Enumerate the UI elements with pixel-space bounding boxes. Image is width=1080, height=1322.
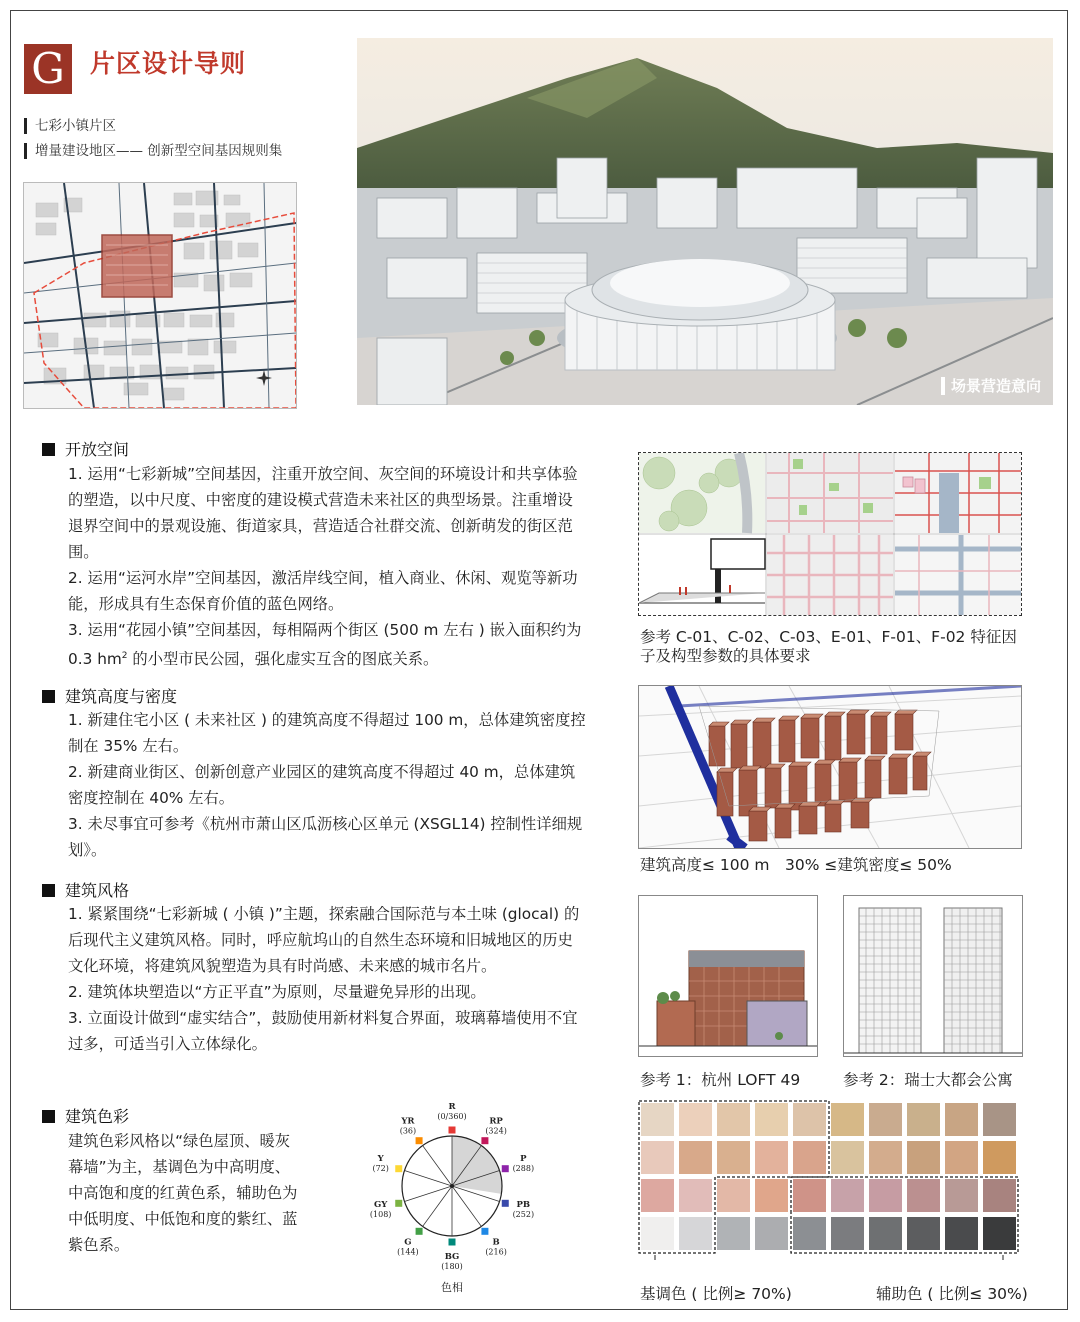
- massing-roof: [839, 758, 861, 762]
- color-swatch: [945, 1103, 978, 1136]
- massing-block: [775, 808, 791, 838]
- color-swatch: [717, 1141, 750, 1174]
- bullet-square-icon: [42, 443, 55, 456]
- paragraph: 2. 新建商业街区、创新创意产业园区的建筑高度不得超过 40 m，总体建筑密度控制在 40% 左右。: [68, 763, 576, 807]
- massing-roof: [847, 710, 869, 714]
- color-swatch: [679, 1179, 712, 1212]
- massing-roof: [739, 766, 761, 770]
- section-heading-style: [42, 878, 129, 901]
- color-swatch: [793, 1217, 826, 1250]
- paragraph: 1. 紧紧围绕“七彩新城 ( 小镇 )”主题，探索融合国际范与本土味 (glocal) 的后现代主义建筑风格。同时，呼应航坞山的自然生态环境和旧城地区的历史文化环境，将建筑风貌塑造为具有时尚感、未来感的城市名片。: [68, 905, 580, 975]
- massing-drawing: [639, 686, 1021, 848]
- massing-roof: [801, 714, 823, 718]
- massing-roof: [717, 768, 737, 772]
- massing-block: [801, 718, 819, 758]
- color-swatch: [793, 1179, 826, 1212]
- hue-label-name: B: [492, 1237, 500, 1248]
- massing-block: [895, 714, 913, 750]
- hue-label-name: G: [404, 1237, 412, 1248]
- open-space-text: [68, 461, 588, 672]
- hue-shaded-sector: [452, 1136, 502, 1194]
- factor-reference-caption: 参考 C-01、C-02、C-03、E-01、F-01、F-02 特征因子及构型参数的具体要求: [640, 628, 1017, 665]
- hue-spoke: [452, 1186, 481, 1226]
- paragraph: 1. 新建住宅小区 ( 未来社区 ) 的建筑高度不得超过 100 m，总体建筑密度控制在 35% 左右。: [68, 711, 586, 755]
- hero-illustration: [357, 38, 1053, 405]
- hue-wheel: [350, 1098, 560, 1298]
- paragraph-text: 的小型市民公园，强化虚实互含的图底关系。: [127, 650, 439, 669]
- hue-label-value: (144): [397, 1247, 419, 1257]
- paragraph: 1. 运用“七彩新城”空间基因，注重开放空间、灰空间的环境设计和共享体验的塑造，以中尺度、中密度的建设模式营造未来社区的典型场景。注重增设退界空间中的景观设施、街道家具，营造适合社群交流、创新萌发的街区范围。: [68, 465, 578, 561]
- massing-block: [749, 811, 767, 841]
- paragraph: 2. 建筑体块塑造以“方正平直”为原则，尽量避免异形的出现。: [68, 983, 486, 1001]
- color-swatch: [755, 1217, 788, 1250]
- color-swatch: [641, 1103, 674, 1136]
- hue-label-name: GY: [374, 1200, 388, 1211]
- color-swatch: [831, 1217, 864, 1250]
- color-palette: [638, 1100, 1024, 1255]
- section-title: 建筑高度与密度: [65, 687, 178, 706]
- color-swatch: [831, 1103, 864, 1136]
- massing-block: [799, 806, 817, 834]
- massing-block: [865, 760, 881, 798]
- massing-roof: [865, 756, 885, 760]
- color-swatch: [983, 1141, 1016, 1174]
- color-swatch: [907, 1141, 940, 1174]
- color-swatch: [945, 1179, 978, 1212]
- massing-block: [765, 768, 781, 808]
- hue-label-value: (0/360): [437, 1112, 467, 1121]
- reference-1-caption: 参考 1：杭州 LOFT 49: [640, 1071, 801, 1089]
- massing-block: [709, 726, 725, 766]
- hue-dot: [502, 1165, 509, 1172]
- hue-label-value: (324): [485, 1126, 507, 1136]
- massing-block: [825, 804, 841, 832]
- massing-block: [753, 722, 771, 768]
- section-badge: G: [24, 44, 72, 94]
- metropolitan-drawing: [844, 896, 1022, 1056]
- hue-spoke: [404, 1171, 452, 1186]
- factor-grid-drawing: [639, 453, 1021, 615]
- massing-block: [825, 716, 841, 760]
- subtitle-district: 七彩小镇片区: [24, 118, 116, 134]
- superscript: 2: [121, 651, 128, 661]
- massing-block: [731, 724, 747, 768]
- color-swatch: [717, 1179, 750, 1212]
- color-swatch: [755, 1103, 788, 1136]
- massing-roof: [765, 764, 785, 768]
- hue-dot: [449, 1239, 456, 1246]
- section-title: 开放空间: [65, 440, 130, 459]
- massing-roof: [753, 718, 775, 722]
- subtitle-rules: 增量建设地区—— 创新型空间基因规则集: [24, 143, 282, 159]
- massing-block: [839, 762, 857, 802]
- color-swatch: [641, 1179, 674, 1212]
- palette-drawing: [638, 1100, 1024, 1260]
- massing-roof: [889, 754, 911, 758]
- location-map: [23, 182, 297, 409]
- hue-label-name: R: [448, 1102, 456, 1112]
- massing-roof: [789, 762, 811, 766]
- massing-block: [889, 758, 907, 794]
- hue-dot: [481, 1137, 488, 1144]
- color-swatch: [907, 1179, 940, 1212]
- paragraph: 建筑色彩风格以“绿色屋顶、暖灰幕墙”为主，基调色为中高明度、中高饱和度的红黄色系，辅助色为中低明度、中低饱和度的紫红、蓝紫色系。: [68, 1132, 298, 1254]
- hue-dot: [416, 1137, 423, 1144]
- hero-rendering: [357, 38, 1053, 405]
- hue-label-value: (216): [485, 1247, 507, 1257]
- color-swatch: [831, 1179, 864, 1212]
- color-swatch: [679, 1217, 712, 1250]
- paragraph: [68, 617, 588, 672]
- hue-spoke: [423, 1146, 452, 1186]
- color-swatch: [907, 1217, 940, 1250]
- color-swatch: [983, 1179, 1016, 1212]
- hue-dot: [481, 1228, 488, 1235]
- hue-dot: [395, 1165, 402, 1172]
- color-swatch: [717, 1103, 750, 1136]
- color-swatch: [907, 1103, 940, 1136]
- hue-label-name: P: [520, 1153, 527, 1164]
- color-swatch: [869, 1217, 902, 1250]
- color-swatch: [717, 1217, 750, 1250]
- aux-color-caption: 辅助色 ( 比例≤ 30%): [876, 1285, 1028, 1303]
- massing-block: [815, 764, 831, 806]
- hue-label-value: (252): [512, 1210, 535, 1220]
- color-swatch: [869, 1179, 902, 1212]
- hue-label-value: (108): [369, 1210, 392, 1220]
- color-swatch: [755, 1179, 788, 1212]
- massing-model: [638, 685, 1022, 849]
- bullet-square-icon: [42, 1110, 55, 1123]
- section-heading-height-density: [42, 684, 177, 707]
- bullet-square-icon: [42, 884, 55, 897]
- reference-2-image: [843, 895, 1023, 1057]
- page-title: 片区设计导则: [90, 49, 247, 78]
- paragraph: 3. 立面设计做到“虚实结合”，鼓励使用新材料复合界面，玻璃幕墙使用不宜过多，可适当引入立体绿化。: [68, 1009, 578, 1053]
- massing-roof: [779, 716, 799, 720]
- color-swatch: [641, 1217, 674, 1250]
- color-swatch: [793, 1141, 826, 1174]
- section-heading-color: [42, 1104, 129, 1127]
- color-swatch: [793, 1103, 826, 1136]
- color-text: [68, 1128, 304, 1258]
- hero-caption: 场景营造意向: [941, 377, 1041, 395]
- section-title: 建筑风格: [65, 881, 130, 900]
- massing-roof: [709, 722, 729, 726]
- color-swatch: [945, 1217, 978, 1250]
- base-color-caption: 基调色 ( 比例≥ 70%): [640, 1285, 792, 1303]
- color-swatch: [983, 1217, 1016, 1250]
- color-swatch: [869, 1141, 902, 1174]
- height-density-caption: 建筑高度≤ 100 m 30% ≤建筑密度≤ 50%: [640, 856, 952, 874]
- massing-block: [717, 772, 733, 816]
- hue-wheel-drawing: [350, 1098, 560, 1298]
- location-map-drawing: [24, 183, 296, 408]
- massing-block: [871, 716, 887, 754]
- massing-roof: [815, 760, 835, 764]
- hue-label-name: BG: [444, 1252, 460, 1262]
- hue-dot: [502, 1200, 509, 1207]
- height-density-text: [68, 707, 588, 863]
- massing-roof: [731, 720, 751, 724]
- hue-label-name: YR: [401, 1116, 415, 1127]
- hue-spoke: [423, 1186, 452, 1226]
- style-text: [68, 901, 588, 1057]
- massing-roof: [749, 807, 771, 811]
- hue-dot: [395, 1200, 402, 1207]
- reference-2-caption: 参考 2：瑞士大都会公寓: [843, 1071, 1013, 1089]
- massing-block: [847, 714, 865, 754]
- section-heading-open-space: [42, 437, 129, 460]
- color-swatch: [869, 1103, 902, 1136]
- reference-1-image: [638, 895, 818, 1057]
- hue-dot: [416, 1228, 423, 1235]
- massing-roof: [871, 712, 891, 716]
- loft49-drawing: [639, 896, 817, 1056]
- color-swatch: [641, 1141, 674, 1174]
- color-swatch: [679, 1103, 712, 1136]
- hue-label-value: (72): [372, 1163, 389, 1173]
- color-swatch: [679, 1141, 712, 1174]
- hue-center: [450, 1184, 454, 1188]
- hue-spoke: [404, 1186, 452, 1201]
- bullet-square-icon: [42, 690, 55, 703]
- hue-label-value: (36): [399, 1126, 417, 1136]
- section-title: 建筑色彩: [65, 1107, 130, 1126]
- paragraph: 3. 未尽事宜可参考《杭州市萧山区瓜沥核心区单元 (XSGL14) 控制性详细规划》。: [68, 815, 583, 859]
- hue-label-value: (288): [512, 1163, 535, 1173]
- hue-label-name: PB: [516, 1200, 531, 1211]
- paragraph: 2. 运用“运河水岸”空间基因，激活岸线空间，植入商业、休闲、观览等新功能，形成具有生态保育价值的蓝色网络。: [68, 569, 578, 613]
- massing-block: [913, 756, 927, 790]
- color-swatch: [983, 1103, 1016, 1136]
- hue-wheel-title: 色相: [441, 1281, 463, 1294]
- massing-block: [851, 802, 869, 828]
- factor-reference-grid: [638, 452, 1022, 616]
- massing-block: [779, 720, 795, 762]
- color-swatch: [945, 1141, 978, 1174]
- color-swatch: [755, 1141, 788, 1174]
- hue-label-name: Y: [377, 1153, 384, 1164]
- hue-label-value: (180): [441, 1262, 463, 1271]
- paragraph-text: 3. 运用“花园小镇”空间基因，每相隔两个街区 (500 m 左右 ) 嵌入面积约为 0.3 hm: [68, 621, 582, 669]
- hue-label-name: RP: [489, 1116, 503, 1127]
- massing-roof: [799, 802, 821, 806]
- massing-roof: [775, 804, 795, 808]
- color-swatch: [831, 1141, 864, 1174]
- massing-roof: [825, 712, 845, 716]
- hue-dot: [449, 1127, 456, 1134]
- massing-roof: [851, 798, 873, 802]
